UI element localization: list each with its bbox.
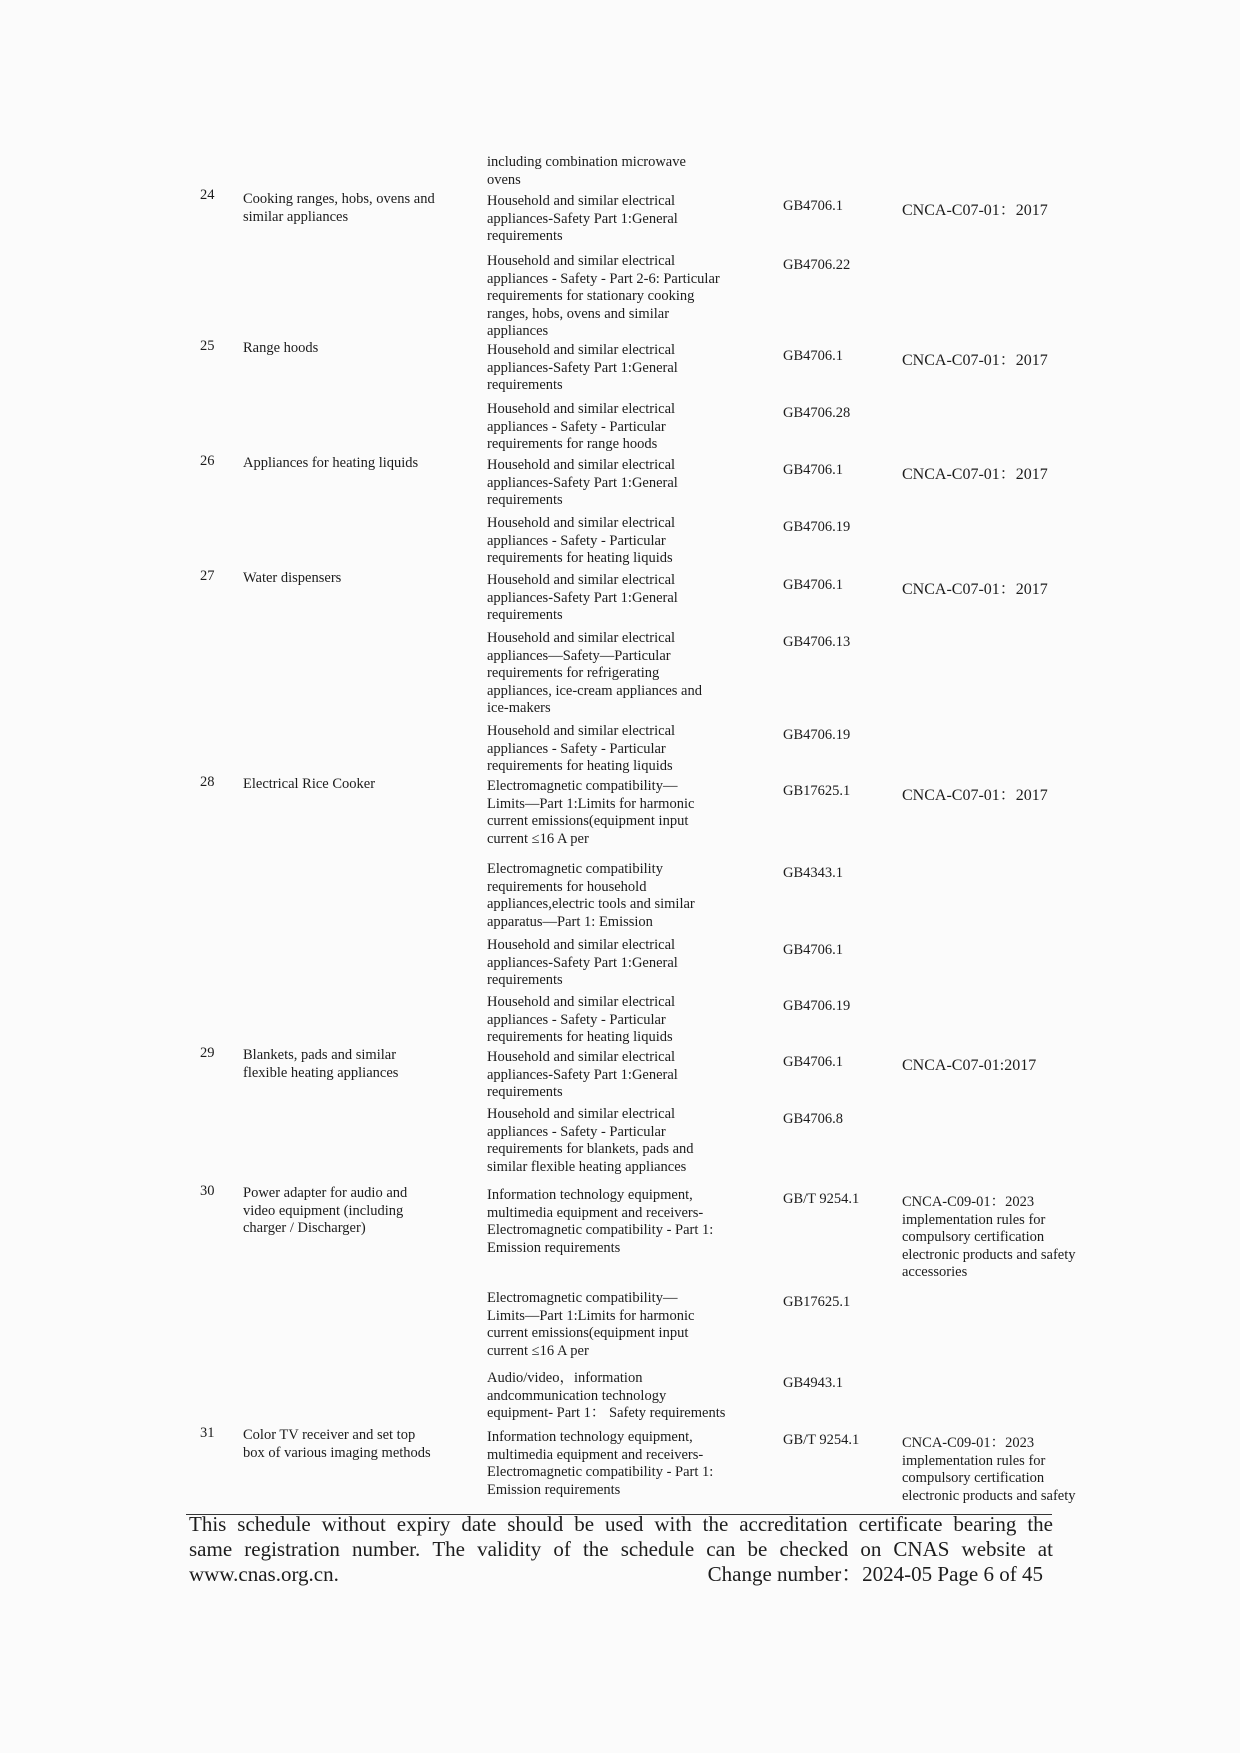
footer-line-1: This schedule without expiry date should be used with the accreditation certificate bearing the [189,1512,1053,1536]
standard-code: GB4706.8 [783,1111,844,1127]
certification-rule: CNCA-C07-01：2017 [902,787,1048,804]
standard-name: Household and similar electrical appliances-Safety Part 1:General requirements [487,937,678,988]
standard-code: GB4706.19 [783,727,851,743]
product-name: Range hoods [243,340,319,356]
row-number: 24 [200,187,215,203]
standard-code: GB17625.1 [783,783,851,799]
product-name: Color TV receiver and set top box of various imaging methods [243,1427,431,1461]
row-number: 28 [200,774,215,790]
standard-name: Household and similar electrical appliances - Safety - Particular requirements for heating liquids [487,723,676,774]
row-number: 29 [200,1045,215,1061]
standard-code: GB4706.28 [783,405,851,421]
standard-name: Audio/video，information andcommunication technology equipment- Part 1： Safety requirements [487,1370,726,1421]
certification-rule: CNCA-C09-01：2023 implementation rules for compulsory certification electronic products and safety accessories [902,1194,1076,1280]
certification-rule: CNCA-C07-01:2017 [902,1057,1037,1074]
row-number: 26 [200,453,215,469]
certification-rule: CNCA-C07-01：2017 [902,202,1048,219]
standard-name: Electromagnetic compatibility— Limits—Part 1:Limits for harmonic current emissions(equipment input current ≤16 A per [487,778,695,847]
standard-name: Household and similar electrical appliances-Safety Part 1:General requirements [487,193,678,244]
footer-notice [189,1512,1053,1587]
standard-name: Household and similar electrical appliances-Safety Part 1:General requirements [487,457,678,508]
certification-rule: CNCA-C07-01：2017 [902,352,1048,369]
cnas-website-link[interactable]: www.cnas.org.cn. [189,1562,339,1586]
change-number: Change number：2024-05 Page 6 of 45 [707,1562,1043,1586]
row-number: 31 [200,1425,215,1441]
standard-code: GB4706.22 [783,257,851,273]
standard-code: GB4706.1 [783,348,844,364]
product-name: Electrical Rice Cooker [243,776,376,792]
standard-name: Household and similar electrical appliances-Safety Part 1:General requirements [487,1049,678,1100]
standard-code: GB17625.1 [783,1294,851,1310]
standard-code: GB4706.19 [783,998,851,1014]
row-number: 25 [200,338,215,354]
standard-name: Household and similar electrical appliances-Safety Part 1:General requirements [487,572,678,623]
product-name: Water dispensers [243,570,342,586]
certification-rule: CNCA-C07-01：2017 [902,581,1048,598]
standard-name: Household and similar electrical appliances-Safety Part 1:General requirements [487,342,678,393]
standard-code: GB4343.1 [783,865,844,881]
standard-name: Household and similar electrical appliances - Safety - Particular requirements for heating liquids [487,994,676,1045]
row-number: 27 [200,568,215,584]
standard-name: Information technology equipment, multimedia equipment and receivers- Electromagnetic compatibility - Part 1: Emission requirements [487,1429,714,1498]
footer-line-3 [189,1562,1053,1587]
standard-code: GB4706.1 [783,462,844,478]
standard-code: GB4706.13 [783,634,851,650]
standard-code: GB4706.1 [783,1054,844,1070]
standard-code: GB4706.1 [783,577,844,593]
product-name: Blankets, pads and similar flexible heating appliances [243,1047,399,1081]
product-name: Appliances for heating liquids [243,455,419,471]
certification-rule: CNCA-C07-01：2017 [902,466,1048,483]
standard-name: Household and similar electrical appliances - Safety - Part 2-6: Particular requirements for stationary cooking ranges, hobs, ovens and similar appliances [487,253,720,339]
standard-name: Household and similar electrical appliances - Safety - Particular requirements for range hoods [487,401,676,452]
standard-name: Information technology equipment, multimedia equipment and receivers- Electromagnetic compatibility - Part 1: Emission requirements [487,1187,714,1256]
standard-name: Electromagnetic compatibility— Limits—Part 1:Limits for harmonic current emissions(equipment input current ≤16 A per [487,1290,695,1359]
standard-name: including combination microwave ovens [487,154,686,188]
standard-name: Household and similar electrical appliances—Safety—Particular requirements for refrigerating appliances, ice-cream appliances and ice-makers [487,630,702,716]
product-name: Cooking ranges, hobs, ovens and similar appliances [243,191,435,225]
product-name: Power adapter for audio and video equipment (including charger / Discharger) [243,1185,408,1236]
standard-code: GB/T 9254.1 [783,1432,860,1448]
standard-code: GB/T 9254.1 [783,1191,860,1207]
standard-name: Household and similar electrical appliances - Safety - Particular requirements for blankets, pads and similar flexible heating appliances [487,1106,694,1175]
standard-code: GB4706.19 [783,519,851,535]
standard-code: GB4706.1 [783,942,844,958]
standard-name: Electromagnetic compatibility requirements for household appliances,electric tools and similar apparatus—Part 1: Emission [487,861,695,930]
standard-code: GB4706.1 [783,198,844,214]
standard-code: GB4943.1 [783,1375,844,1391]
standard-name: Household and similar electrical appliances - Safety - Particular requirements for heating liquids [487,515,676,566]
certification-rule: CNCA-C09-01：2023 implementation rules for compulsory certification electronic products and safety [902,1435,1076,1504]
row-number: 30 [200,1183,215,1199]
footer-line-2: same registration number. The validity of the schedule can be checked on CNAS website at [189,1537,1053,1561]
